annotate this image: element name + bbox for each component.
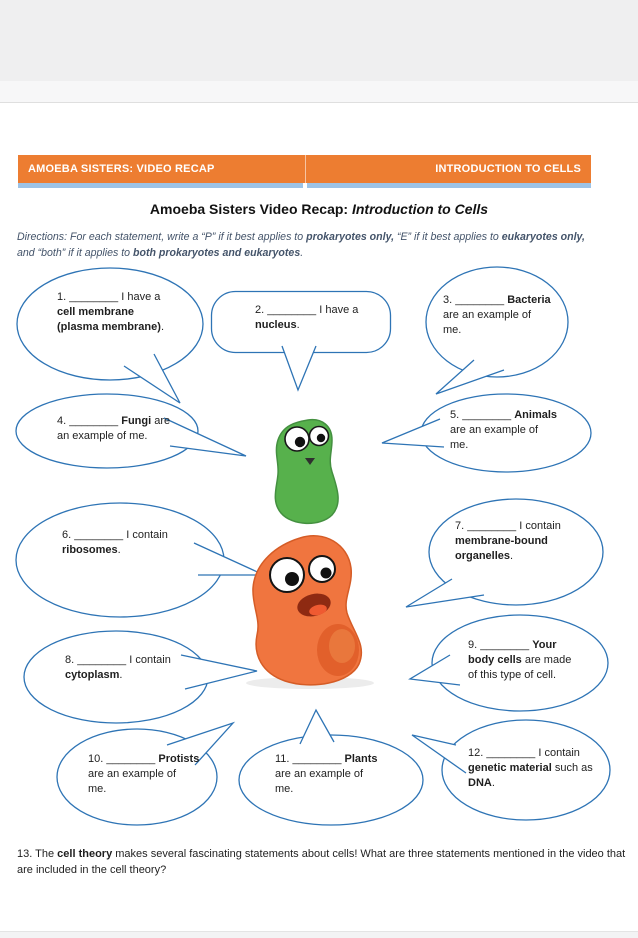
bubble-3-text: 3. ________ Bacteria are an example of me.: [443, 294, 551, 336]
speech-bubble-8: [21, 629, 259, 729]
bubble-11-text: 11. ________ Plants are an example of me.: [275, 753, 378, 795]
orange-amoeba-character: [238, 528, 380, 690]
speech-bubble-4: [14, 392, 248, 472]
question-13-text: [17, 847, 629, 878]
directions-text: [17, 230, 627, 261]
speech-bubble-6: [14, 501, 266, 623]
bubble-8-text: 8. ________ I contain cytoplasm.: [65, 654, 171, 681]
worksheet-title-emphasis: Introduction to Cells: [351, 201, 489, 217]
speech-bubble-11: [236, 706, 426, 826]
speech-bubble-9: [408, 613, 610, 715]
speech-bubble-5: [380, 391, 592, 475]
bubble-4-text: 4. ________ Fungi are an example of me.: [57, 415, 171, 442]
directions-line-2: and “both” if it applies to both prokaryotes and eukaryotes.: [17, 246, 304, 259]
banner-left-label: AMOEBA SISTERS: VIDEO RECAP: [28, 163, 215, 175]
speech-bubble-outline: [12, 266, 208, 406]
bubble-12-text: 12. ________ I contain genetic material such as DNA.: [468, 747, 593, 789]
speech-bubble-2: [210, 290, 392, 394]
bubble-2-text: 2. ________ I have a nucleus.: [255, 304, 359, 331]
bubble-1-text: 1. ________ I have a cell membrane (plasma membrane).: [57, 291, 164, 333]
viewer-chrome-lower-strip: [0, 81, 638, 102]
viewer-chrome-area: [0, 0, 638, 103]
speech-bubble-7: [404, 497, 604, 619]
banner-divider: [305, 155, 306, 183]
green-amoeba-character: [256, 412, 360, 530]
banner-underline-left: [18, 183, 303, 188]
speech-bubble-outline: [14, 501, 266, 623]
bubble-9-text: 9. ________ Your body cells are made of this type of cell.: [468, 639, 572, 681]
banner-right-label: INTRODUCTION TO CELLS: [435, 163, 581, 175]
speech-bubble-10: [55, 717, 237, 829]
speech-bubble-3: [424, 264, 572, 400]
banner-underline-right: [307, 183, 591, 188]
worksheet-title: [0, 201, 638, 217]
green-amoeba-illustration: [256, 412, 360, 530]
speech-bubble-1: [12, 266, 208, 406]
worksheet-title-main: Amoeba Sisters Video Recap:: [149, 201, 352, 217]
bubble-10-text: 10. ________ Protists are an example of me.: [88, 753, 200, 795]
bubble-5-text: 5. ________ Animals are an example of me.: [450, 409, 558, 451]
bubble-6-text: 6. ________ I contain ribosomes.: [62, 529, 168, 556]
bubble-7-text: 7. ________ I contain membrane-bound organelles.: [455, 520, 561, 562]
orange-amoeba-right-eye: [309, 556, 335, 582]
speech-bubble-12: [408, 713, 612, 823]
question-13-line-1: 13. The cell theory makes several fascinating statements about cells! What are three statements mentioned in the video that: [17, 848, 626, 860]
question-13-line-2: are included in the cell theory?: [17, 863, 167, 876]
viewer-bottom-strip: [0, 931, 638, 938]
orange-amoeba-illustration: [238, 528, 380, 690]
worksheet-banner: [18, 155, 591, 183]
directions-line-1: Directions: For each statement, write a “P” if it best applies to prokaryotes only, “E” if it best applies to eukaryotes only,: [17, 231, 585, 243]
